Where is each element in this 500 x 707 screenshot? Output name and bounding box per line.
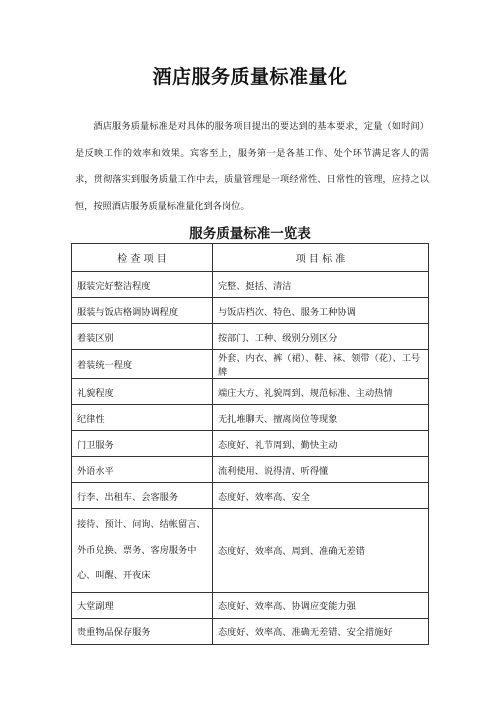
table-row [72,483,429,509]
inspection-item-cell: 行李、出租车、会客服务 [72,483,213,509]
inspection-item-cell: 贵重物品保存服务 [72,618,213,644]
inspection-item-cell: 纪律性 [72,405,213,431]
table-title: 服务质量标准一览表 [189,226,311,242]
standard-cell: 流利使用、说得清、听得懂 [213,457,429,483]
inspection-item-cell: 外语水平 [72,457,213,483]
table-row [72,618,429,644]
service-standard-table [71,243,429,645]
standard-cell: 按部门、工种、级别分别区分 [213,324,429,350]
table-row [72,379,429,405]
table-row [72,509,429,593]
table-row [72,457,429,483]
table-row [72,324,429,350]
table-row [72,350,429,379]
standard-cell: 态度好、效率高、周到、准确无差错 [213,509,429,593]
inspection-item-cell: 着装统一程度 [72,350,213,379]
table-row [72,592,429,618]
inspection-item-cell: 着装区别 [72,324,213,350]
standard-cell: 态度好、效率高、安全 [213,483,429,509]
inspection-item-cell: 服装与饭店格调协调程度 [72,298,213,324]
table-header-row [72,244,429,272]
inspection-item-cell: 门卫服务 [72,431,213,457]
intro-paragraph: 酒店服务质量标准是对具体的服务项目提出的要达到的基本要求，定量（如时间）是反映工作的效率和效果。宾客至上，服务第一是各基工作、处个环节满足客人的需求，贯彻落实到服务质量工作中去，质量管理是一项经常性、日常性的管理，应持之以恒，按照酒店服务质量标准量化到各岗位。 [75,121,429,212]
header-inspection-item: 检 查 项 目 [72,244,213,272]
table-row [72,431,429,457]
standard-cell: 完整、挺括、清洁 [213,272,429,298]
document-title: 酒店服务质量标准量化 [152,66,348,88]
standard-cell: 外套、内衣、裤（裙）、鞋、袜、领带（花）、工号牌 [213,350,429,379]
standard-cell: 态度好、礼节周到、勤快主动 [213,431,429,457]
inspection-item-cell: 大堂副理 [72,592,213,618]
standard-cell: 无扎堆聊天、擅离岗位等现象 [213,405,429,431]
standard-cell: 与饭店档次、特色、服务工种协调 [213,298,429,324]
standard-cell: 端庄大方、礼貌周到、规范标准、主动热情 [213,379,429,405]
inspection-item-cell: 服装完好整洁程度 [72,272,213,298]
inspection-item-cell: 礼貌程度 [72,379,213,405]
header-item-standard: 项 目 标 准 [213,244,429,272]
table-row [72,405,429,431]
standard-cell: 态度好、效率高、协调应变能力强 [213,592,429,618]
standard-cell: 态度好、效率高、准确无差错、安全措施好 [213,618,429,644]
table-row [72,298,429,324]
table-row [72,272,429,298]
inspection-item-cell: 接待、预计、问询、结帐留言、外币兑换、票务、客房服务中心、叫醒、开夜床 [72,509,213,593]
